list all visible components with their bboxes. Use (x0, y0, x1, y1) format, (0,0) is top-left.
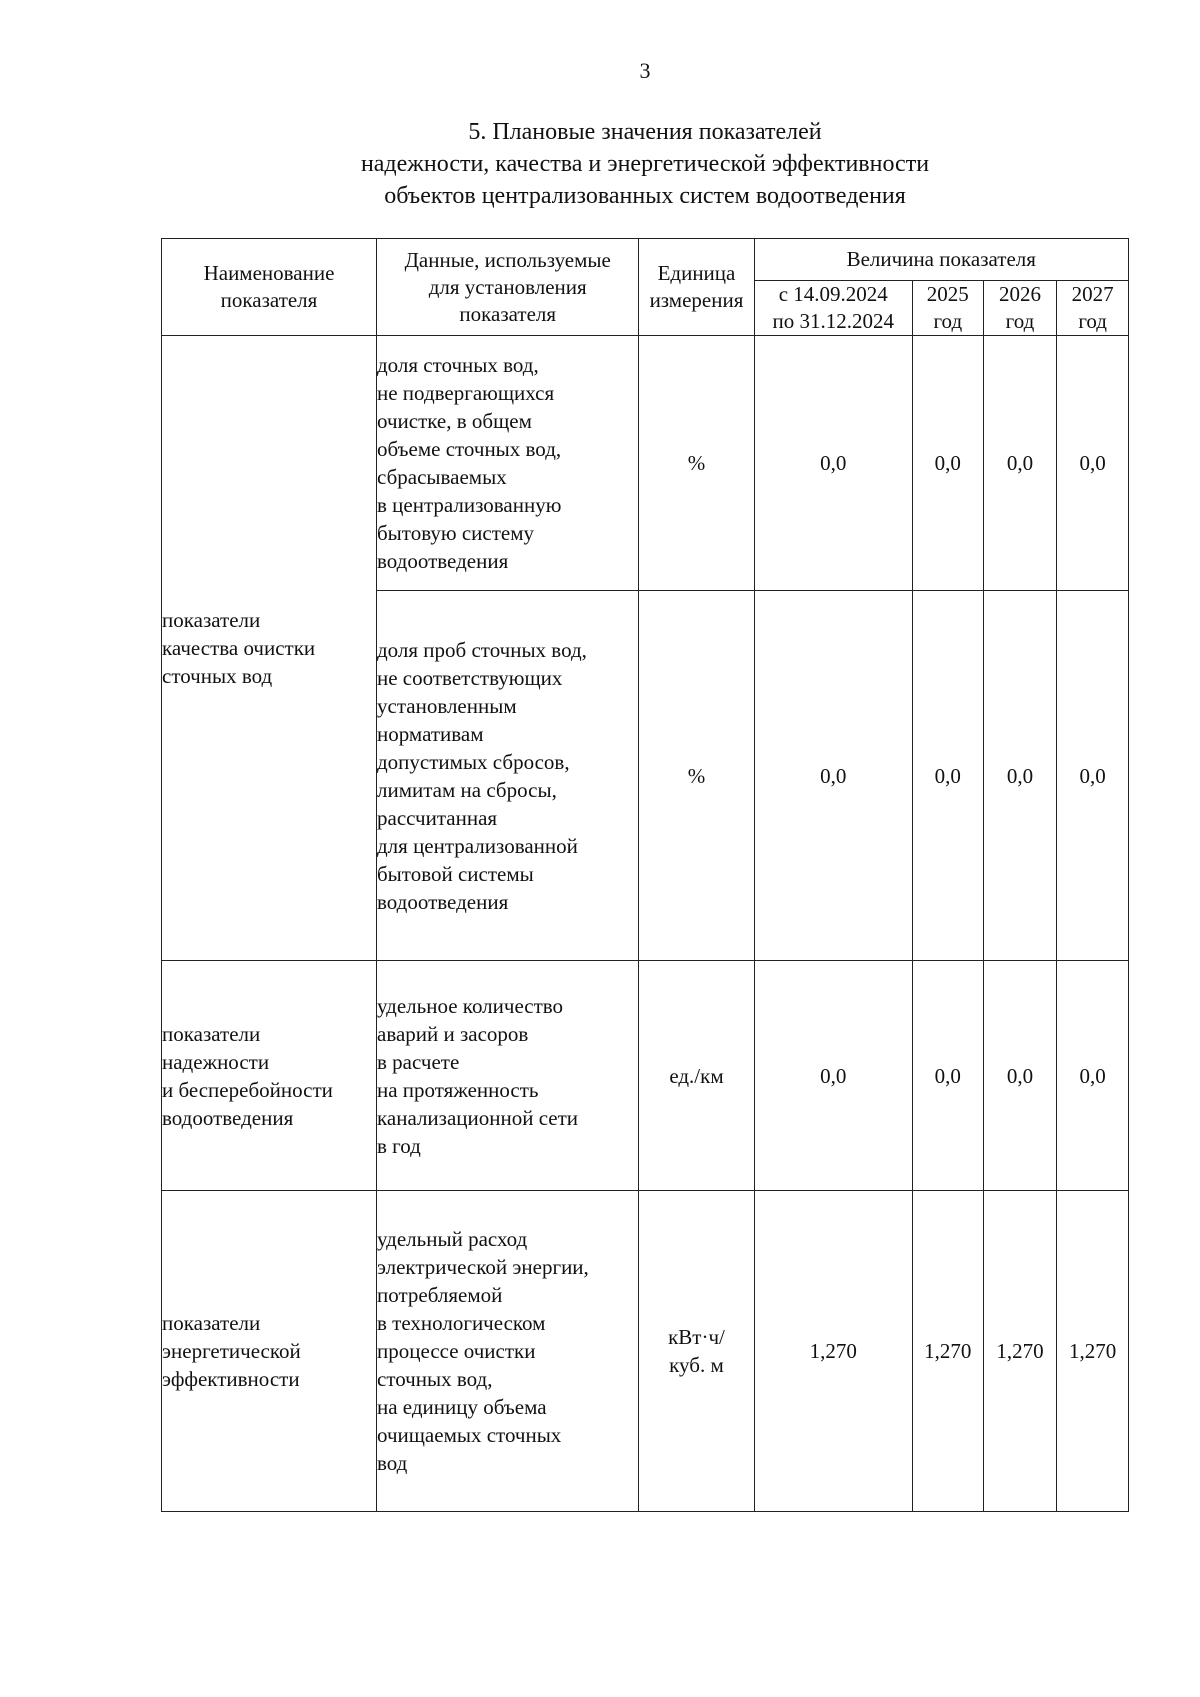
page-number: 3 (639, 58, 651, 83)
indicator-unit: кВт·ч/ куб. м (639, 1191, 754, 1512)
value-period-1: 0,0 (754, 591, 912, 961)
title-line-1: 5. Плановые значения показателей (468, 119, 822, 145)
table-row (162, 336, 1129, 591)
header-name: Наименование показателя (162, 239, 377, 336)
header-row-1 (162, 239, 1129, 281)
value-period-4: 0,0 (1057, 961, 1129, 1191)
indicator-group-name: показатели качества очистки сточных вод (162, 336, 377, 961)
indicator-unit: % (639, 591, 754, 961)
title-line-2: надежности, качества и энергетической эффективности (360, 151, 930, 177)
table-row (162, 1191, 1129, 1512)
value-period-1: 0,0 (754, 336, 912, 591)
header-data: Данные, используемые для установления показателя (377, 239, 639, 336)
table-row (162, 961, 1129, 1191)
value-period-3: 0,0 (983, 961, 1057, 1191)
value-period-4: 0,0 (1057, 591, 1129, 961)
indicator-unit: ед./км (639, 961, 754, 1191)
header-period-3: 2026 год (983, 281, 1057, 336)
value-period-2: 0,0 (912, 336, 983, 591)
value-period-4: 1,270 (1057, 1191, 1129, 1512)
value-period-4: 0,0 (1057, 336, 1129, 591)
header-period-1: с 14.09.2024 по 31.12.2024 (754, 281, 912, 336)
header-value-group: Величина показателя (754, 239, 1129, 281)
indicator-description: доля сточных вод, не подвергающихся очистке, в общем объеме сточных вод, сбрасываемых в централизованную бытовую систему водоотведения (377, 336, 639, 591)
value-period-3: 0,0 (983, 591, 1057, 961)
value-period-3: 0,0 (983, 336, 1057, 591)
section-title (0, 116, 1200, 212)
value-period-1: 1,270 (754, 1191, 912, 1512)
indicator-description: удельный расход электрической энергии, потребляемой в технологическом процессе очистки сточных вод, на единицу объема очищаемых сточных вод (377, 1191, 639, 1512)
value-period-2: 0,0 (912, 961, 983, 1191)
value-period-3: 1,270 (983, 1191, 1057, 1512)
indicator-description: удельное количество аварий и засоров в расчете на протяженность канализационной сети в год (377, 961, 639, 1191)
title-line-3: объектов централизованных систем водоотведения (384, 183, 906, 209)
header-period-2: 2025 год (912, 281, 983, 336)
indicator-group-name: показатели энергетической эффективности (162, 1191, 377, 1512)
value-period-2: 0,0 (912, 591, 983, 961)
header-unit: Единица измерения (639, 239, 754, 336)
value-period-2: 1,270 (912, 1191, 983, 1512)
indicator-group-name: показатели надежности и бесперебойности водоотведения (162, 961, 377, 1191)
indicator-unit: % (639, 336, 754, 591)
indicators-table (161, 238, 1129, 1512)
indicator-description: доля проб сточных вод, не соответствующих установленным нормативам допустимых сбросов, лимитам на сбросы, рассчитанная для централизованной бытовой системы водоотведения (377, 591, 639, 961)
value-period-1: 0,0 (754, 961, 912, 1191)
header-period-4: 2027 год (1057, 281, 1129, 336)
